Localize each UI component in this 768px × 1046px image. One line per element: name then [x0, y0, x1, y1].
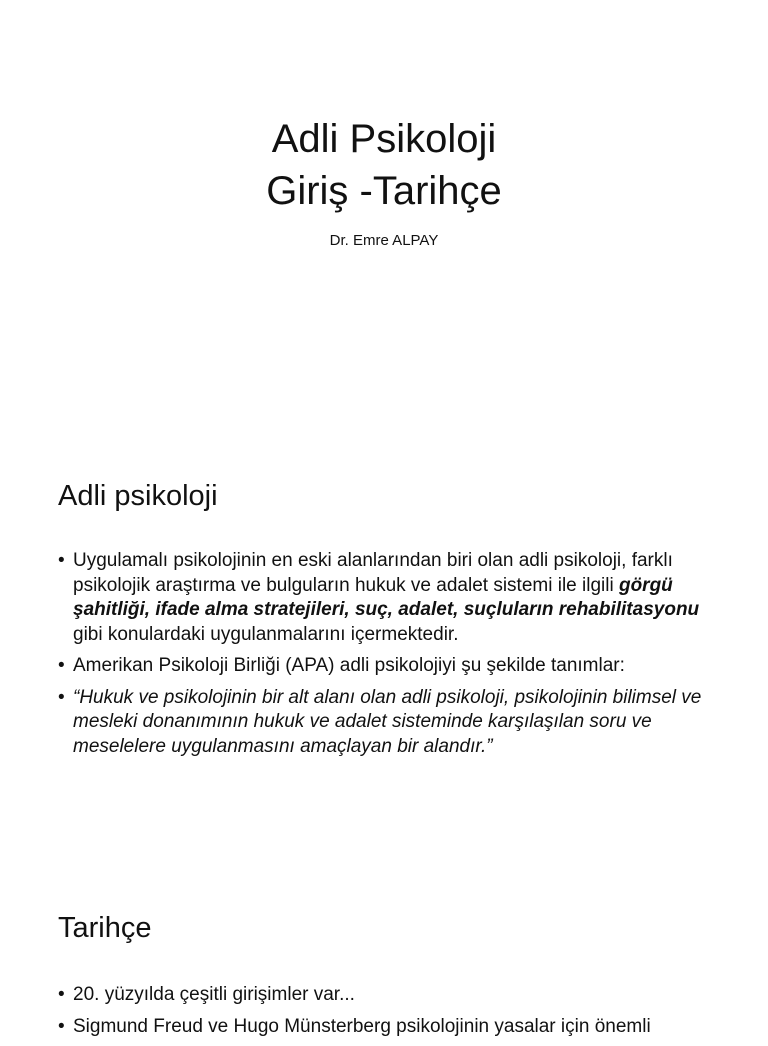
- bullet-text: Uygulamalı psikolojinin en eski alanlarından biri olan adli psikoloji, farklı psikolojik araştırma ve bulguların hukuk ve adalet sistemi ile ilgili: [73, 550, 673, 596]
- bullet-dot: •: [58, 1015, 65, 1037]
- bullet-item: [58, 983, 718, 1008]
- slide-title: [0, 113, 768, 217]
- bullet-item: [58, 686, 718, 760]
- bullet-dot: •: [58, 550, 65, 571]
- title-line-2: Giriş -Tarihçe: [266, 169, 502, 213]
- title-line-1: Adli Psikoloji: [271, 117, 497, 161]
- title-slide: [0, 0, 768, 432]
- definition-slide: [0, 440, 768, 872]
- slide-heading-tarihce: Tarihçe: [58, 912, 152, 944]
- bullet-text: 20. yüzyılda çeşitli girişimler var...: [73, 984, 355, 1005]
- history-slide: [0, 880, 768, 1037]
- bullet-text: Sigmund Freud ve Hugo Münsterberg psikolojinin yasalar için önemli: [73, 1015, 651, 1037]
- bullet-dot: •: [58, 655, 65, 676]
- bullet-list: [58, 549, 718, 766]
- bullet-item: [58, 654, 718, 679]
- bullet-item: [58, 1015, 718, 1040]
- bullet-list: [58, 983, 718, 1046]
- bullet-text: gibi konulardaki uygulanmalarını içermektedir.: [73, 623, 459, 645]
- bullet-emphasis: görgü şahitliği, ifade alma stratejileri, suç, adalet, suçluların rehabilitasyonu: [73, 574, 700, 620]
- bullet-quote: “Hukuk ve psikolojinin bir alt alanı olan adli psikoloji, psikolojinin bilimsel ve mesleki donanımının hukuk ve adalet sisteminde karşılaşılan soru ve meselelere uygulanmasını amaçlayan bir alandır.”: [73, 686, 702, 757]
- bullet-dot: •: [58, 984, 65, 1005]
- slide-heading-adli-psikoloji: Adli psikoloji: [58, 480, 218, 512]
- bullet-item: [58, 549, 718, 647]
- author-name: Dr. Emre ALPAY: [329, 232, 439, 249]
- bullet-dot: •: [58, 686, 65, 708]
- bullet-text: Amerikan Psikoloji Birliği (APA) adli psikolojiyi şu şekilde tanımlar:: [73, 655, 625, 676]
